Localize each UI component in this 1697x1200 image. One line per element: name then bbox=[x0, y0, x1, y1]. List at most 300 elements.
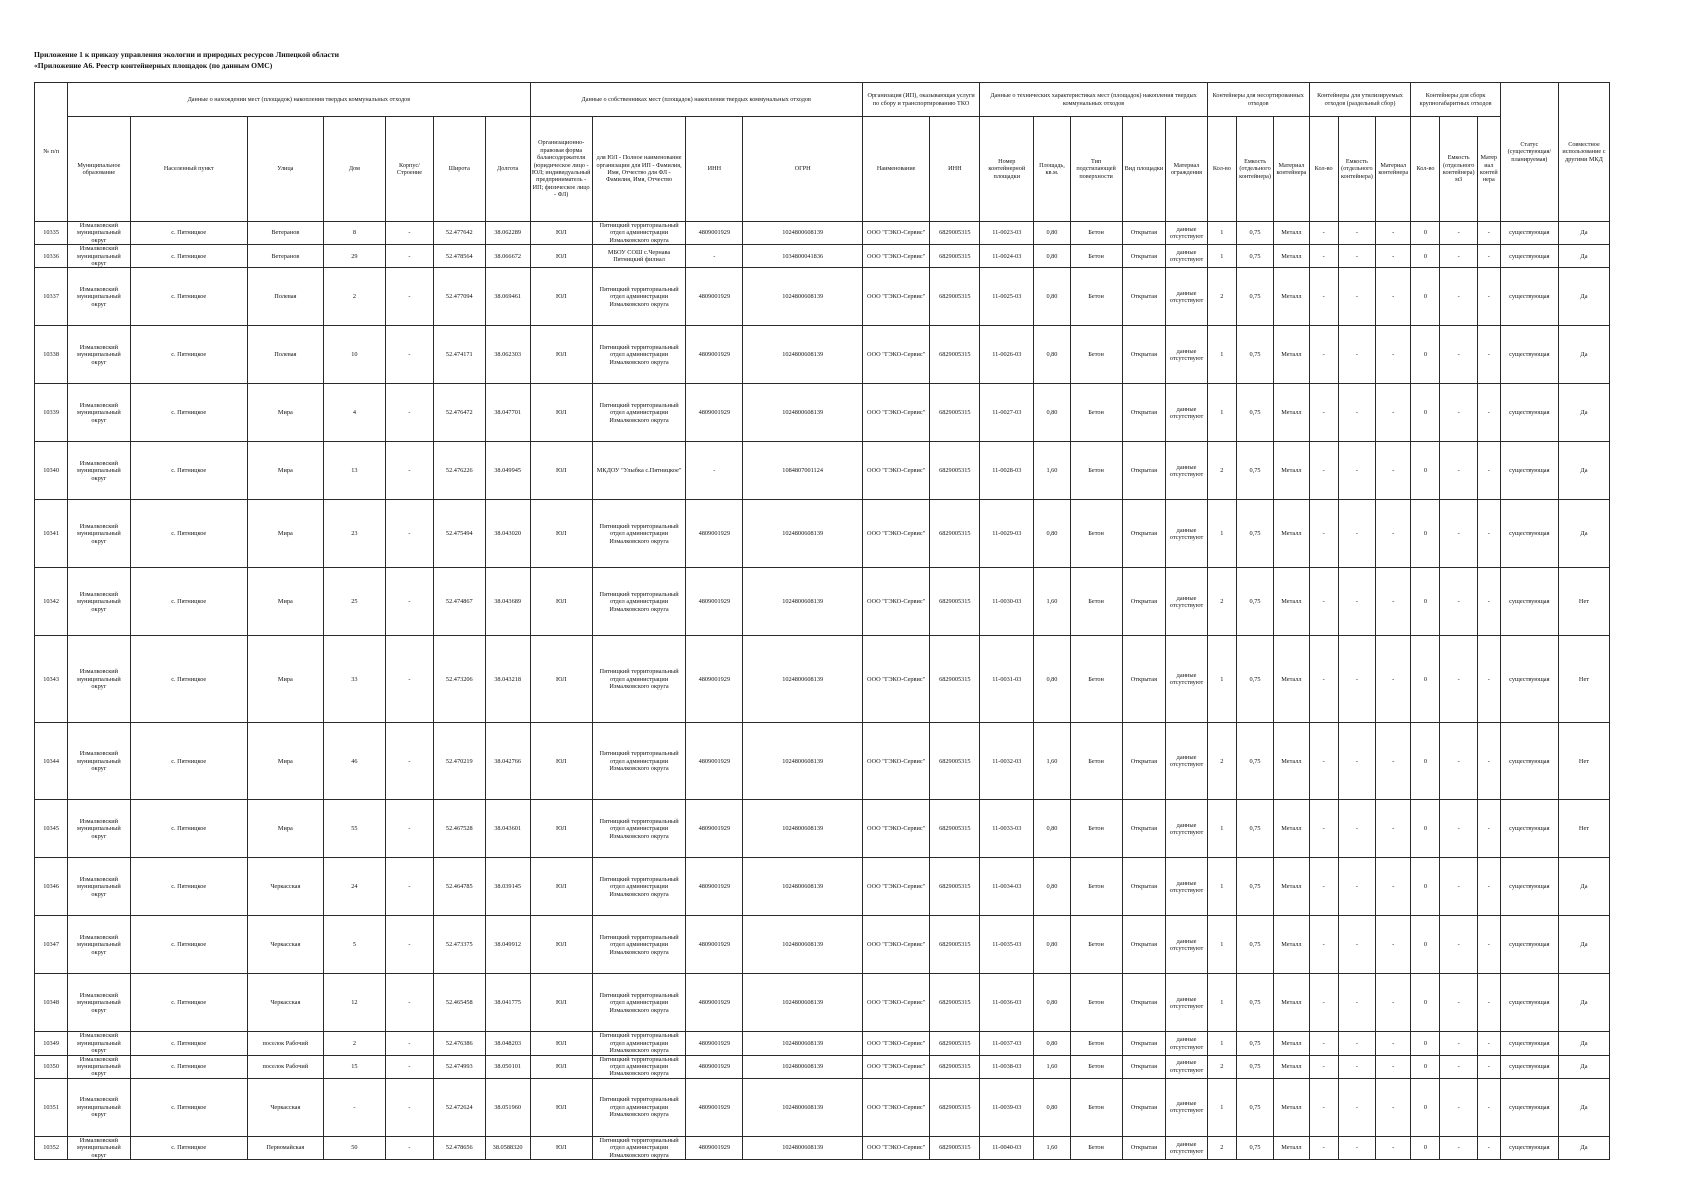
table-row bbox=[35, 636, 1610, 723]
cell-ogrn: 1024800608139 bbox=[743, 384, 862, 442]
cell-surface: Бетон bbox=[1070, 442, 1122, 500]
cell-u-cnt: 2 bbox=[1207, 1055, 1236, 1078]
cell-num: 10346 bbox=[35, 858, 68, 916]
cell-b-cnt: 0 bbox=[1411, 245, 1440, 268]
header-status: Статус (существующая/ планируемая) bbox=[1500, 83, 1558, 222]
header-site-type: Вид площадки bbox=[1122, 117, 1166, 222]
cell-lon: 38.066672 bbox=[485, 245, 530, 268]
cell-b-vol: - bbox=[1440, 1055, 1477, 1078]
cell-type: Открытая bbox=[1122, 268, 1166, 326]
cell-owner: Пятницкий территориальный отдел администрации Измалковского округа bbox=[592, 222, 685, 245]
cell-house: 12 bbox=[323, 974, 385, 1032]
table-row bbox=[35, 1078, 1610, 1136]
cell-b-vol: - bbox=[1440, 974, 1477, 1032]
cell-shared: Да bbox=[1558, 1055, 1609, 1078]
cell-num: 10351 bbox=[35, 1078, 68, 1136]
cell-house: 50 bbox=[323, 1136, 385, 1159]
cell-building: - bbox=[386, 245, 434, 268]
cell-lat: 52.478656 bbox=[433, 1136, 485, 1159]
cell-u-mat: Металл bbox=[1274, 1136, 1309, 1159]
header-unsorted-material: Материал контейнера bbox=[1274, 117, 1309, 222]
cell-r-mat: - bbox=[1376, 245, 1411, 268]
cell-shared: Да bbox=[1558, 384, 1609, 442]
header-fence: Материал ограждения bbox=[1166, 117, 1208, 222]
cell-inn: 4809001929 bbox=[686, 916, 743, 974]
header-area: Площадь, кв.м. bbox=[1034, 117, 1070, 222]
cell-op: ООО "ГЭКО-Сервис" bbox=[862, 858, 930, 916]
cell-lon: 38.039145 bbox=[485, 858, 530, 916]
cell-site: 11-0037-03 bbox=[980, 1032, 1034, 1055]
cell-lat: 52.477642 bbox=[433, 222, 485, 245]
cell-form: ЮЛ bbox=[530, 326, 592, 384]
cell-form: ЮЛ bbox=[530, 636, 592, 723]
cell-site: 11-0024-03 bbox=[980, 245, 1034, 268]
cell-house: 15 bbox=[323, 1055, 385, 1078]
cell-site: 11-0026-03 bbox=[980, 326, 1034, 384]
cell-b-vol: - bbox=[1440, 636, 1477, 723]
cell-area: 0,80 bbox=[1034, 916, 1070, 974]
cell-settlement: с. Пятницкое bbox=[130, 1032, 247, 1055]
cell-fence: данные отсутствуют bbox=[1166, 268, 1208, 326]
cell-settlement: с. Пятницкое bbox=[130, 568, 247, 636]
cell-b-vol: - bbox=[1440, 326, 1477, 384]
cell-type: Открытая bbox=[1122, 723, 1166, 800]
cell-type: Открытая bbox=[1122, 858, 1166, 916]
cell-status: существующая bbox=[1500, 636, 1558, 723]
cell-owner: Пятницкий территориальный отдел администрации Измалковского округа bbox=[592, 636, 685, 723]
cell-b-mat: - bbox=[1477, 858, 1500, 916]
cell-owner: Пятницкий территориальный отдел администрации Измалковского округа bbox=[592, 500, 685, 568]
cell-u-cnt: 1 bbox=[1207, 1032, 1236, 1055]
cell-shared: Нет bbox=[1558, 800, 1609, 858]
table-row bbox=[35, 500, 1610, 568]
cell-settlement: с. Пятницкое bbox=[130, 858, 247, 916]
cell-r-vol: - bbox=[1338, 568, 1375, 636]
cell-shared: Да bbox=[1558, 1032, 1609, 1055]
cell-lat: 52.474171 bbox=[433, 326, 485, 384]
cell-b-cnt: 0 bbox=[1411, 268, 1440, 326]
cell-r-vol: - bbox=[1338, 384, 1375, 442]
cell-r-mat: - bbox=[1376, 1032, 1411, 1055]
cell-u-vol: 0,75 bbox=[1236, 1136, 1273, 1159]
cell-r-mat: - bbox=[1376, 1078, 1411, 1136]
cell-owner: Пятницкий территориальный отдел администрации Измалковского округа bbox=[592, 326, 685, 384]
cell-settlement: с. Пятницкое bbox=[130, 916, 247, 974]
table-row bbox=[35, 723, 1610, 800]
cell-ogrn: 1024800608139 bbox=[743, 800, 862, 858]
cell-shared: Да bbox=[1558, 974, 1609, 1032]
cell-ogrn: 1024800608139 bbox=[743, 222, 862, 245]
cell-street: Ветеранов bbox=[247, 245, 323, 268]
cell-form: ЮЛ bbox=[530, 222, 592, 245]
table-row bbox=[35, 245, 1610, 268]
cell-status: существующая bbox=[1500, 1055, 1558, 1078]
cell-lat: 52.476226 bbox=[433, 442, 485, 500]
header-surface: Тип подстилающей поверхности bbox=[1070, 117, 1122, 222]
cell-u-cnt: 1 bbox=[1207, 384, 1236, 442]
cell-shared: Да bbox=[1558, 1136, 1609, 1159]
cell-site: 11-0023-03 bbox=[980, 222, 1034, 245]
cell-u-mat: Металл bbox=[1274, 268, 1309, 326]
cell-ogrn: 1034800041836 bbox=[743, 245, 862, 268]
header-owner-name: для ЮЛ - Полное наименование организации для ИП - Фамилия, Имя, Отчество для ФЛ - Фамилия, Имя, Отчество bbox=[592, 117, 685, 222]
cell-b-vol: - bbox=[1440, 1078, 1477, 1136]
cell-b-vol: - bbox=[1440, 442, 1477, 500]
cell-status: существующая bbox=[1500, 442, 1558, 500]
cell-settlement: с. Пятницкое bbox=[130, 442, 247, 500]
cell-mun: Измалковский муниципальный округ bbox=[68, 800, 130, 858]
cell-r-cnt: - bbox=[1309, 1055, 1338, 1078]
header-bulky-count: Кол-во bbox=[1411, 117, 1440, 222]
cell-b-vol: - bbox=[1440, 800, 1477, 858]
table-row bbox=[35, 1032, 1610, 1055]
cell-r-mat: - bbox=[1376, 974, 1411, 1032]
cell-house: 13 bbox=[323, 442, 385, 500]
cell-ogrn: 1024800608139 bbox=[743, 974, 862, 1032]
cell-mun: Измалковский муниципальный округ bbox=[68, 1032, 130, 1055]
cell-settlement: с. Пятницкое bbox=[130, 384, 247, 442]
cell-building: - bbox=[386, 500, 434, 568]
cell-owner: Пятницкий территориальный отдел администрации Измалковского округа bbox=[592, 916, 685, 974]
cell-surface: Бетон bbox=[1070, 500, 1122, 568]
cell-lon: 38.050101 bbox=[485, 1055, 530, 1078]
cell-owner: Пятницкий территориальный отдел администрации Измалковского округа bbox=[592, 1136, 685, 1159]
table-row bbox=[35, 858, 1610, 916]
header-group-location: Данные о нахождении мест (площадок) накопления твердых коммунальных отходов bbox=[68, 83, 530, 117]
cell-mun: Измалковский муниципальный округ bbox=[68, 1078, 130, 1136]
cell-shared: Да bbox=[1558, 916, 1609, 974]
title-line-2: «Приложение А6. Реестр контейнерных площадок (по данным ОМС) bbox=[34, 60, 273, 70]
cell-r-cnt: - bbox=[1309, 1078, 1338, 1136]
cell-status: существующая bbox=[1500, 800, 1558, 858]
cell-r-cnt: - bbox=[1309, 916, 1338, 974]
cell-house: 2 bbox=[323, 1032, 385, 1055]
cell-b-vol: - bbox=[1440, 1136, 1477, 1159]
header-operator-inn: ИНН bbox=[930, 117, 980, 222]
cell-type: Открытая bbox=[1122, 1032, 1166, 1055]
cell-b-cnt: 0 bbox=[1411, 974, 1440, 1032]
cell-fence: данные отсутствуют bbox=[1166, 858, 1208, 916]
cell-op-inn: 6829005315 bbox=[930, 1078, 980, 1136]
cell-settlement: с. Пятницкое bbox=[130, 268, 247, 326]
cell-r-vol: - bbox=[1338, 1136, 1375, 1159]
cell-u-vol: 0,75 bbox=[1236, 442, 1273, 500]
header-site-number: Номер контейнерной площадки bbox=[980, 117, 1034, 222]
cell-mun: Измалковский муниципальный округ bbox=[68, 442, 130, 500]
cell-ogrn: 1024800608139 bbox=[743, 916, 862, 974]
cell-type: Открытая bbox=[1122, 1078, 1166, 1136]
cell-surface: Бетон bbox=[1070, 916, 1122, 974]
cell-b-vol: - bbox=[1440, 916, 1477, 974]
cell-street: Мира bbox=[247, 636, 323, 723]
cell-inn: 4809001929 bbox=[686, 1136, 743, 1159]
cell-building: - bbox=[386, 916, 434, 974]
cell-op-inn: 6829005315 bbox=[930, 442, 980, 500]
cell-b-cnt: 0 bbox=[1411, 384, 1440, 442]
header-group-unsorted: Контейнеры для несортированных отходов bbox=[1207, 83, 1309, 117]
cell-site: 11-0035-03 bbox=[980, 916, 1034, 974]
header-street: Улица bbox=[247, 117, 323, 222]
cell-num: 10340 bbox=[35, 442, 68, 500]
cell-u-vol: 0,75 bbox=[1236, 1055, 1273, 1078]
cell-street: Мира bbox=[247, 800, 323, 858]
cell-owner: Пятницкий территориальный отдел администрации Измалковского округа bbox=[592, 384, 685, 442]
cell-u-mat: Металл bbox=[1274, 384, 1309, 442]
cell-r-mat: - bbox=[1376, 500, 1411, 568]
cell-u-mat: Металл bbox=[1274, 974, 1309, 1032]
header-shared: Совместное использование с другими МКД bbox=[1558, 83, 1609, 222]
cell-b-mat: - bbox=[1477, 245, 1500, 268]
cell-settlement: с. Пятницкое bbox=[130, 800, 247, 858]
cell-mun: Измалковский муниципальный округ bbox=[68, 245, 130, 268]
cell-form: ЮЛ bbox=[530, 1078, 592, 1136]
cell-num: 10336 bbox=[35, 245, 68, 268]
cell-b-cnt: 0 bbox=[1411, 858, 1440, 916]
cell-type: Открытая bbox=[1122, 326, 1166, 384]
cell-r-mat: - bbox=[1376, 636, 1411, 723]
cell-inn: 4809001929 bbox=[686, 1055, 743, 1078]
cell-site: 11-0032-03 bbox=[980, 723, 1034, 800]
cell-surface: Бетон bbox=[1070, 1136, 1122, 1159]
cell-u-cnt: 1 bbox=[1207, 326, 1236, 384]
cell-op: ООО "ГЭКО-Сервис" bbox=[862, 568, 930, 636]
cell-ogrn: 1024800608139 bbox=[743, 568, 862, 636]
cell-area: 0,80 bbox=[1034, 326, 1070, 384]
cell-u-cnt: 1 bbox=[1207, 245, 1236, 268]
cell-lat: 52.478564 bbox=[433, 245, 485, 268]
cell-op: ООО "ГЭКО-Сервис" bbox=[862, 442, 930, 500]
cell-mun: Измалковский муниципальный округ bbox=[68, 974, 130, 1032]
cell-status: существующая bbox=[1500, 916, 1558, 974]
cell-op: ООО "ГЭКО-Сервис" bbox=[862, 245, 930, 268]
cell-r-cnt: - bbox=[1309, 858, 1338, 916]
cell-form: ЮЛ bbox=[530, 568, 592, 636]
cell-lon: 38.048203 bbox=[485, 1032, 530, 1055]
cell-b-mat: - bbox=[1477, 1136, 1500, 1159]
cell-b-vol: - bbox=[1440, 723, 1477, 800]
cell-r-mat: - bbox=[1376, 442, 1411, 500]
cell-type: Открытая bbox=[1122, 800, 1166, 858]
document-title bbox=[34, 50, 339, 71]
cell-inn: 4809001929 bbox=[686, 268, 743, 326]
cell-r-cnt: - bbox=[1309, 222, 1338, 245]
cell-owner: Пятницкий территориальный отдел администрации Измалковского округа bbox=[592, 974, 685, 1032]
cell-u-vol: 0,75 bbox=[1236, 723, 1273, 800]
cell-house: 55 bbox=[323, 800, 385, 858]
cell-site: 11-0039-03 bbox=[980, 1078, 1034, 1136]
cell-u-cnt: 2 bbox=[1207, 268, 1236, 326]
cell-surface: Бетон bbox=[1070, 222, 1122, 245]
cell-fence: данные отсутствуют bbox=[1166, 1055, 1208, 1078]
cell-site: 11-0029-03 bbox=[980, 500, 1034, 568]
cell-op-inn: 6829005315 bbox=[930, 245, 980, 268]
cell-b-cnt: 0 bbox=[1411, 568, 1440, 636]
cell-fence: данные отсутствуют bbox=[1166, 326, 1208, 384]
cell-mun: Измалковский муниципальный округ bbox=[68, 500, 130, 568]
cell-street: поселок Рабочий bbox=[247, 1055, 323, 1078]
cell-building: - bbox=[386, 1136, 434, 1159]
cell-op: ООО "ГЭКО-Сервис" bbox=[862, 1055, 930, 1078]
cell-u-vol: 0,75 bbox=[1236, 1032, 1273, 1055]
header-org-form: Организационно-правовая форма балансодержателя (юридическое лицо - ЮЛ; индивидуальный предприниматель - ИП; физическое лицо - ФЛ) bbox=[530, 117, 592, 222]
cell-street: Ветеранов bbox=[247, 222, 323, 245]
cell-surface: Бетон bbox=[1070, 1078, 1122, 1136]
cell-inn: 4809001929 bbox=[686, 568, 743, 636]
cell-op-inn: 6829005315 bbox=[930, 1055, 980, 1078]
cell-owner: Пятницкий территориальный отдел администрации Измалковского округа bbox=[592, 858, 685, 916]
cell-surface: Бетон bbox=[1070, 568, 1122, 636]
cell-form: ЮЛ bbox=[530, 245, 592, 268]
cell-b-cnt: 0 bbox=[1411, 916, 1440, 974]
cell-lon: 38.042766 bbox=[485, 723, 530, 800]
cell-fence: данные отсутствуют bbox=[1166, 1032, 1208, 1055]
cell-u-vol: 0,75 bbox=[1236, 384, 1273, 442]
cell-area: 0,80 bbox=[1034, 974, 1070, 1032]
cell-r-mat: - bbox=[1376, 222, 1411, 245]
cell-fence: данные отсутствуют bbox=[1166, 1136, 1208, 1159]
cell-building: - bbox=[386, 723, 434, 800]
cell-type: Открытая bbox=[1122, 384, 1166, 442]
cell-lon: 38.043689 bbox=[485, 568, 530, 636]
cell-u-mat: Металл bbox=[1274, 916, 1309, 974]
header-ogrn: ОГРН bbox=[743, 117, 862, 222]
cell-type: Открытая bbox=[1122, 974, 1166, 1032]
cell-r-mat: - bbox=[1376, 326, 1411, 384]
cell-settlement: с. Пятницкое bbox=[130, 974, 247, 1032]
cell-form: ЮЛ bbox=[530, 1055, 592, 1078]
header-municipality: Муниципальное образование bbox=[68, 117, 130, 222]
table-row bbox=[35, 974, 1610, 1032]
cell-b-vol: - bbox=[1440, 858, 1477, 916]
cell-inn: 4809001929 bbox=[686, 500, 743, 568]
cell-u-cnt: 1 bbox=[1207, 500, 1236, 568]
cell-ogrn: 1024800608139 bbox=[743, 1055, 862, 1078]
cell-r-cnt: - bbox=[1309, 326, 1338, 384]
cell-status: существующая bbox=[1500, 568, 1558, 636]
header-group-tech: Данные о технических характеристиках мест (площадок) накопления твердых коммунальных отходов bbox=[980, 83, 1208, 117]
cell-lat: 52.472624 bbox=[433, 1078, 485, 1136]
cell-shared: Да bbox=[1558, 858, 1609, 916]
cell-owner: МБОУ СОШ с.Чернава Пятницкий филиал bbox=[592, 245, 685, 268]
cell-lat: 52.476472 bbox=[433, 384, 485, 442]
cell-u-mat: Металл bbox=[1274, 568, 1309, 636]
cell-b-mat: - bbox=[1477, 636, 1500, 723]
cell-lon: 38.062303 bbox=[485, 326, 530, 384]
cell-type: Открытая bbox=[1122, 245, 1166, 268]
cell-status: существующая bbox=[1500, 974, 1558, 1032]
cell-site: 11-0028-03 bbox=[980, 442, 1034, 500]
cell-u-cnt: 1 bbox=[1207, 636, 1236, 723]
cell-r-cnt: - bbox=[1309, 442, 1338, 500]
cell-house: 5 bbox=[323, 916, 385, 974]
cell-owner: Пятницкий территориальный отдел администрации Измалковского округа bbox=[592, 1055, 685, 1078]
cell-shared: Нет bbox=[1558, 723, 1609, 800]
cell-op: ООО "ГЭКО-Сервис" bbox=[862, 636, 930, 723]
cell-site: 11-0033-03 bbox=[980, 800, 1034, 858]
cell-r-vol: - bbox=[1338, 974, 1375, 1032]
cell-op-inn: 6829005315 bbox=[930, 858, 980, 916]
cell-street: Полевая bbox=[247, 268, 323, 326]
cell-r-vol: - bbox=[1338, 1032, 1375, 1055]
cell-status: существующая bbox=[1500, 858, 1558, 916]
cell-building: - bbox=[386, 222, 434, 245]
cell-op-inn: 6829005315 bbox=[930, 500, 980, 568]
cell-mun: Измалковский муниципальный округ bbox=[68, 1055, 130, 1078]
cell-area: 1,60 bbox=[1034, 442, 1070, 500]
cell-r-mat: - bbox=[1376, 916, 1411, 974]
cell-num: 10344 bbox=[35, 723, 68, 800]
cell-status: существующая bbox=[1500, 723, 1558, 800]
cell-lon: 38.069461 bbox=[485, 268, 530, 326]
cell-inn: 4809001929 bbox=[686, 384, 743, 442]
cell-r-cnt: - bbox=[1309, 800, 1338, 858]
cell-area: 0,80 bbox=[1034, 1032, 1070, 1055]
cell-area: 1,60 bbox=[1034, 1136, 1070, 1159]
cell-op: ООО "ГЭКО-Сервис" bbox=[862, 500, 930, 568]
cell-street: Черкасская bbox=[247, 858, 323, 916]
cell-status: существующая bbox=[1500, 222, 1558, 245]
cell-lon: 38.043218 bbox=[485, 636, 530, 723]
cell-mun: Измалковский муниципальный округ bbox=[68, 636, 130, 723]
header-recycled-volume: Емкость (отдельного контейнера) bbox=[1338, 117, 1375, 222]
cell-r-vol: - bbox=[1338, 858, 1375, 916]
cell-lat: 52.477094 bbox=[433, 268, 485, 326]
cell-shared: Да bbox=[1558, 1078, 1609, 1136]
cell-lat: 52.475494 bbox=[433, 500, 485, 568]
cell-shared: Да bbox=[1558, 222, 1609, 245]
cell-r-mat: - bbox=[1376, 1055, 1411, 1078]
cell-lat: 52.473206 bbox=[433, 636, 485, 723]
cell-b-cnt: 0 bbox=[1411, 800, 1440, 858]
cell-fence: данные отсутствуют bbox=[1166, 568, 1208, 636]
cell-r-vol: - bbox=[1338, 268, 1375, 326]
cell-settlement: с. Пятницкое bbox=[130, 1055, 247, 1078]
cell-ogrn: 1024800608139 bbox=[743, 326, 862, 384]
cell-op: ООО "ГЭКО-Сервис" bbox=[862, 1136, 930, 1159]
cell-street: Мира bbox=[247, 723, 323, 800]
cell-r-vol: - bbox=[1338, 442, 1375, 500]
cell-ogrn: 1024800608139 bbox=[743, 268, 862, 326]
cell-b-mat: - bbox=[1477, 500, 1500, 568]
cell-mun: Измалковский муниципальный округ bbox=[68, 916, 130, 974]
cell-r-cnt: - bbox=[1309, 723, 1338, 800]
container-sites-register-table bbox=[34, 82, 1610, 1160]
cell-fence: данные отсутствуют bbox=[1166, 800, 1208, 858]
header-building: Корпус/Строение bbox=[386, 117, 434, 222]
cell-u-vol: 0,75 bbox=[1236, 568, 1273, 636]
header-house: Дом bbox=[323, 117, 385, 222]
cell-r-cnt: - bbox=[1309, 974, 1338, 1032]
cell-op-inn: 6829005315 bbox=[930, 723, 980, 800]
cell-fence: данные отсутствуют bbox=[1166, 442, 1208, 500]
cell-op: ООО "ГЭКО-Сервис" bbox=[862, 1078, 930, 1136]
cell-r-vol: - bbox=[1338, 500, 1375, 568]
cell-op: ООО "ГЭКО-Сервис" bbox=[862, 268, 930, 326]
cell-house: 4 bbox=[323, 384, 385, 442]
cell-settlement: с. Пятницкое bbox=[130, 1136, 247, 1159]
cell-shared: Нет bbox=[1558, 568, 1609, 636]
cell-num: 10345 bbox=[35, 800, 68, 858]
cell-form: ЮЛ bbox=[530, 384, 592, 442]
cell-r-vol: - bbox=[1338, 636, 1375, 723]
cell-u-cnt: 1 bbox=[1207, 916, 1236, 974]
cell-fence: данные отсутствуют bbox=[1166, 245, 1208, 268]
cell-settlement: с. Пятницкое bbox=[130, 723, 247, 800]
cell-form: ЮЛ bbox=[530, 974, 592, 1032]
cell-status: существующая bbox=[1500, 500, 1558, 568]
cell-op-inn: 6829005315 bbox=[930, 800, 980, 858]
cell-u-vol: 0,75 bbox=[1236, 858, 1273, 916]
